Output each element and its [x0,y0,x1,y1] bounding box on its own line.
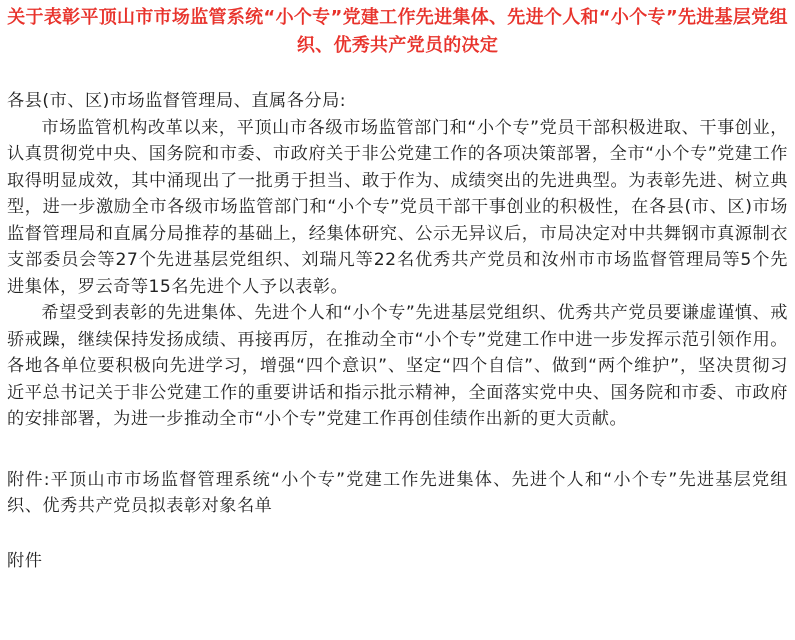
attachment-note: 附件:平顶山市市场监督管理系统“小个专”党建工作先进集体、先进个人和“小个专”先进基层党组织、优秀共产党员拟表彰对象名单 [7,469,788,516]
document-body [7,88,788,574]
attachment-label: 附件 [7,550,43,571]
body-paragraph-1: 市场监管机构改革以来，平顶山市各级市场监管部门和“小个专”党员干部积极进取、干事创业，认真贯彻党中央、国务院和市委、市政府关于非公党建工作的各项决策部署，全市“小个专”党建工作取得明显成效，其中涌现出了一批勇于担当、敢于作为、成绩突出的先进典型。为表彰先进、树立典型，进一步激励全市各级市场监管部门和“小个专”党员干部干事创业的积极性，在各县(市、区)市场监督管理局和直属分局推荐的基础上，经集体研究、公示无异议后，市局决定对中共舞钢市真源制衣支部委员会等27个先进基层党组织、刘瑞凡等22名优秀共产党员和汝州市市场监督管理局等5个先进集体，罗云奇等15名先进个人予以表彰。 [7,117,788,297]
spacer [7,433,788,467]
body-paragraph-2: 希望受到表彰的先进集体、先进个人和“小个专”先进基层党组织、优秀共产党员要谦虚谨慎、戒骄戒躁，继续保持发扬成绩、再接再厉，在推动全市“小个专”党建工作中进一步发挥示范引领作用。各地各单位要积极向先进学习，增强“四个意识”、坚定“四个自信”、做到“两个维护”，坚决贯彻习近平总书记关于非公党建工作的重要讲话和指示批示精神，全面落实党中央、国务院和市委、市政府的安排部署，为进一步推动全市“小个专”党建工作再创佳绩作出新的更大贡献。 [7,303,788,429]
salutation: 各县(市、区)市场监督管理局、直属各分局: [7,91,347,111]
spacer [7,520,788,548]
document-title: 关于表彰平顶山市市场监管系统“小个专”党建工作先进集体、先进个人和“小个专”先进基层党组织、优秀共产党员的决定 [7,7,788,56]
